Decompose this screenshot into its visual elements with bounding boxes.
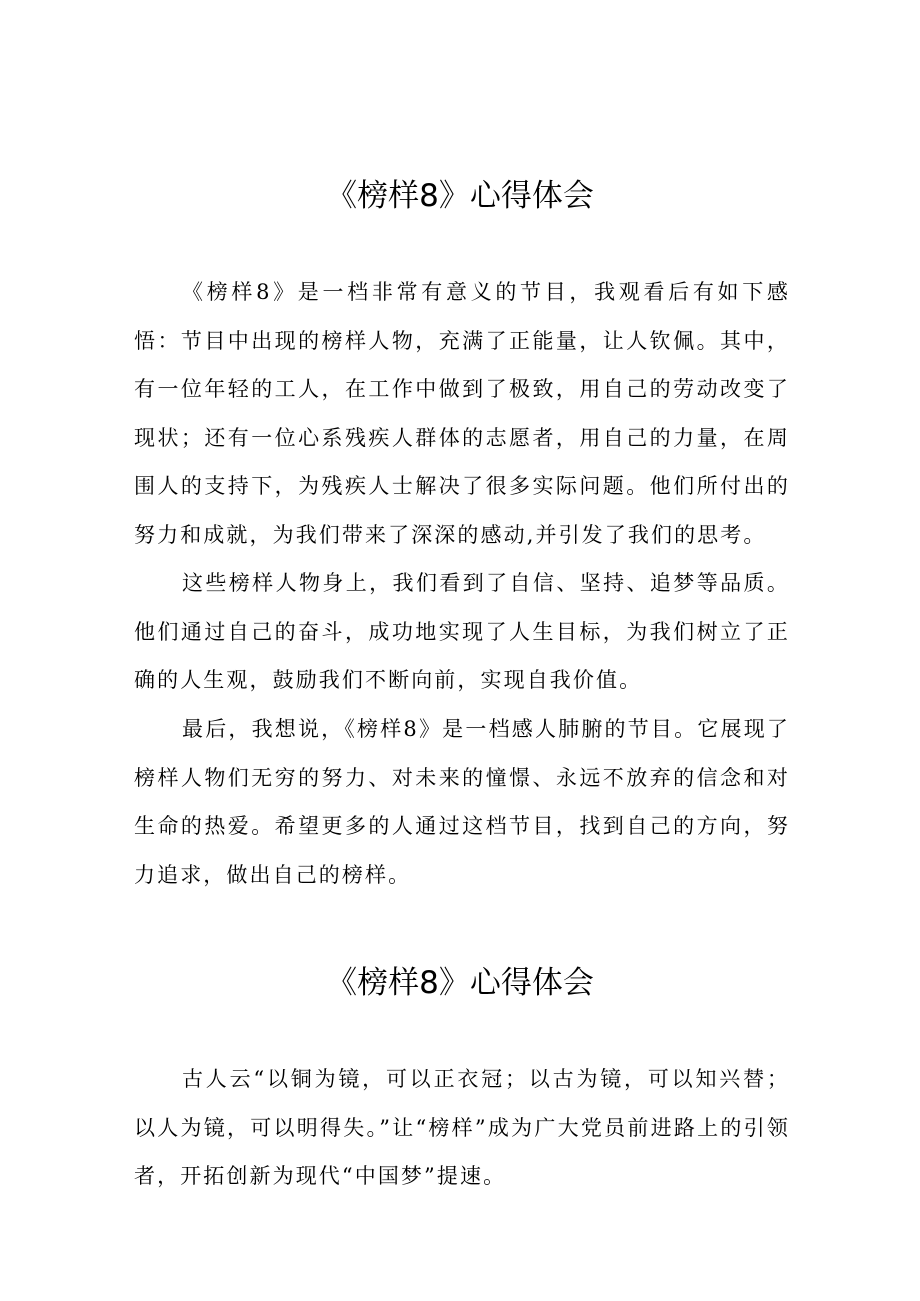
- article-title-1: 《榜样8》心得体会: [326, 178, 594, 214]
- article-title-2: 《榜样8》心得体会: [326, 965, 594, 1001]
- article-2-paragraph-1: 古人云“以铜为镜，可以正衣冠；以古为镜，可以知兴替；以人为镜，可以明得失。”让“榜样”成为广大党员前进路上的引领者，开拓创新为现代“中国梦”提速。: [134, 1067, 790, 1188]
- article-1-paragraph-1: 《榜样8》是一档非常有意义的节目，我观看后有如下感悟：节目中出现的榜样人物，充满了正能量，让人钦佩。其中，有一位年轻的工人，在工作中做到了极致，用自己的劳动改变了现状；还有一位心系残疾人群体的志愿者，用自己的力量，在周围人的支持下，为残疾人士解决了很多实际问题。他们所付出的努力和成就，为我们带来了深深的感动,并引发了我们的思考。: [134, 280, 790, 547]
- article-1-paragraph-2: 这些榜样人物身上，我们看到了自信、坚持、追梦等品质。他们通过自己的奋斗，成功地实现了人生目标，为我们树立了正确的人生观，鼓励我们不断向前，实现自我价值。: [134, 571, 790, 692]
- article-1-paragraph-3: 最后，我想说，《榜样8》是一档感人肺腑的节目。它展现了榜样人物们无穷的努力、对未来的憧憬、永远不放弃的信念和对生命的热爱。希望更多的人通过这档节目，找到自己的方向，努力追求，做出自己的榜样。: [134, 717, 790, 887]
